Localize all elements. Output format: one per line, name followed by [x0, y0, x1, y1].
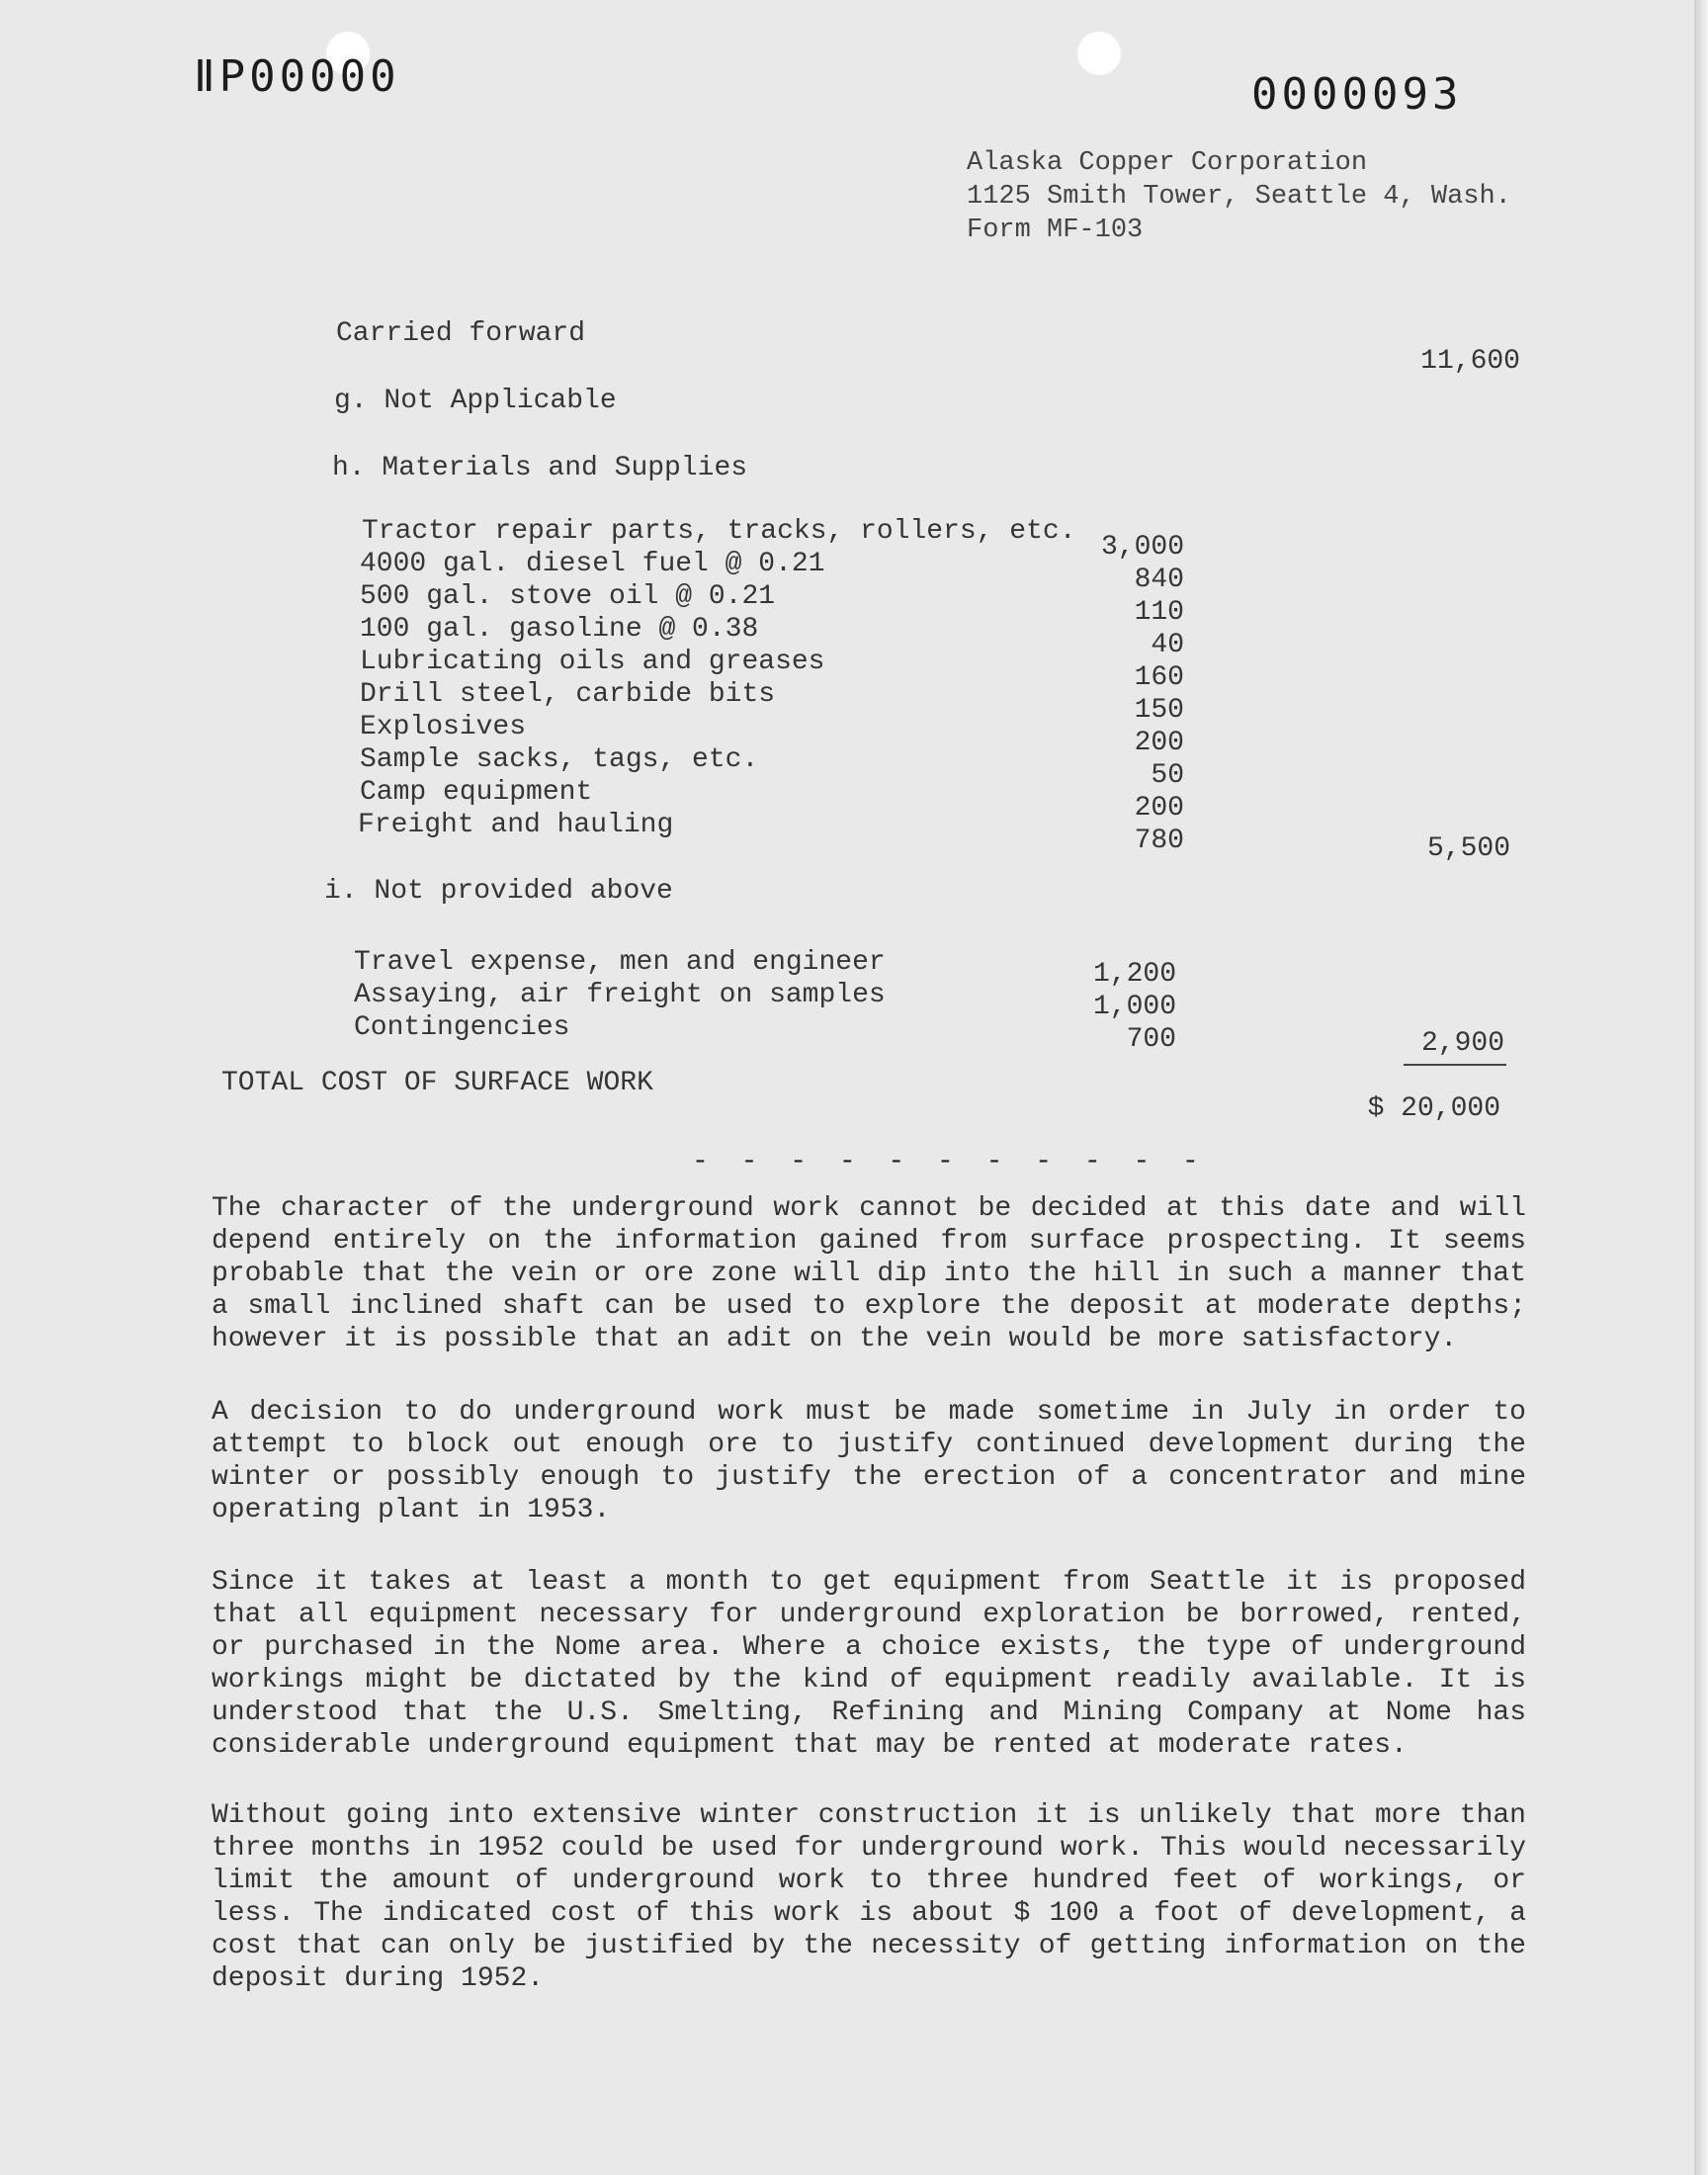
section-h-item-desc: 4000 gal. diesel fuel @ 0.21	[360, 549, 825, 579]
section-h-item-amount: 3,000	[1100, 532, 1184, 563]
section-g-label: g. Not Applicable	[334, 386, 617, 416]
section-divider: - - - - - - - - - - -	[692, 1147, 1207, 1177]
total-amount: $ 20,000	[1367, 1093, 1500, 1124]
section-h-item-desc: Freight and hauling	[358, 810, 674, 840]
section-i-item-amount: 1,000	[1092, 992, 1176, 1022]
section-i-item-desc: Contingencies	[354, 1012, 570, 1043]
punch-hole-right	[1077, 32, 1121, 75]
total-label: TOTAL COST OF SURFACE WORK	[221, 1068, 653, 1098]
paragraph: The character of the underground work cannot be decided at this date and will depend entirely on the information gained from surface prospecting. It seems probable that the vein or ore zone will dip into the hill in such a manner that a small inclined shaft can be used to explore the deposit at moderate depths; however it is possible that an adit on the vein would be more satisfactory.	[212, 1193, 1526, 1354]
section-h-subtotal: 5,500	[1426, 833, 1510, 864]
section-i-label: i. Not provided above	[324, 876, 673, 907]
page-edge-shadow	[1694, 0, 1708, 2175]
company-name: Alaska Copper Corporation	[967, 148, 1368, 178]
section-i-subtotal: 2,900	[1420, 1028, 1504, 1059]
section-i-item-amount: 700	[1126, 1024, 1176, 1055]
section-i-item-desc: Assaying, air freight on samples	[354, 980, 886, 1010]
section-h-item-desc: Lubricating oils and greases	[360, 647, 825, 677]
section-h-item-desc: Drill steel, carbide bits	[360, 679, 776, 710]
subtotal-underline	[1404, 1064, 1506, 1066]
section-h-item-amount: 200	[1134, 728, 1184, 758]
paragraph: Without going into extensive winter construction it is unlikely that more than three months in 1952 could be used for underground work. This would necessarily limit the amount of underground work to three hundred feet of workings, or less. The indicated cost of this work is about $ 100 a foot of development, a cost that can only be justified by the necessity of getting information on the deposit during 1952.	[212, 1800, 1526, 1994]
section-i-item-desc: Travel expense, men and engineer	[354, 947, 886, 978]
paragraph: Since it takes at least a month to get equipment from Seattle it is proposed that all equipment necessary for underground exploration be borrowed, rented, or purchased in the Nome area. Where a choice exists, the type of underground workings might be dictated by the kind of equipment readily available. It is understood that the U.S. Smelting, Refining and Mining Company at Nome has considerable underground equipment that may be rented at moderate rates.	[212, 1567, 1526, 1761]
section-i-item-amount: 1,200	[1092, 959, 1176, 990]
carried-forward-amount: 11,600	[1420, 346, 1520, 377]
carried-forward-label: Carried forward	[336, 318, 586, 349]
stamp-left: ⅡP00000	[194, 51, 400, 102]
section-h-item-desc: 100 gal. gasoline @ 0.38	[360, 614, 759, 645]
section-h-item-desc: Explosives	[360, 712, 527, 742]
company-address: 1125 Smith Tower, Seattle 4, Wash.	[967, 182, 1511, 212]
section-h-item-amount: 780	[1134, 826, 1184, 856]
section-h-item-amount: 110	[1134, 597, 1184, 628]
section-h-item-desc: 500 gal. stove oil @ 0.21	[360, 581, 776, 612]
paragraph: A decision to do underground work must be made sometime in July in order to attempt to block out enough ore to justify continued development during the winter or possibly enough to justify the erection of a concentrator and mine operating plant in 1953.	[212, 1397, 1526, 1525]
section-h-item-amount: 160	[1134, 662, 1184, 693]
section-h-item-desc: Camp equipment	[360, 777, 593, 808]
section-h-item-amount: 840	[1134, 565, 1184, 595]
stamp-right: 0000093	[1251, 69, 1463, 120]
section-h-item-amount: 200	[1134, 793, 1184, 824]
section-h-item-amount: 40	[1151, 630, 1184, 660]
section-h-item-amount: 50	[1151, 760, 1184, 791]
section-h-item-desc: Sample sacks, tags, etc.	[360, 744, 759, 775]
form-number: Form MF-103	[967, 216, 1144, 245]
section-h-item-desc: Tractor repair parts, tracks, rollers, etc.	[362, 516, 1076, 547]
section-h-item-amount: 150	[1134, 695, 1184, 726]
section-h-label: h. Materials and Supplies	[332, 453, 748, 483]
